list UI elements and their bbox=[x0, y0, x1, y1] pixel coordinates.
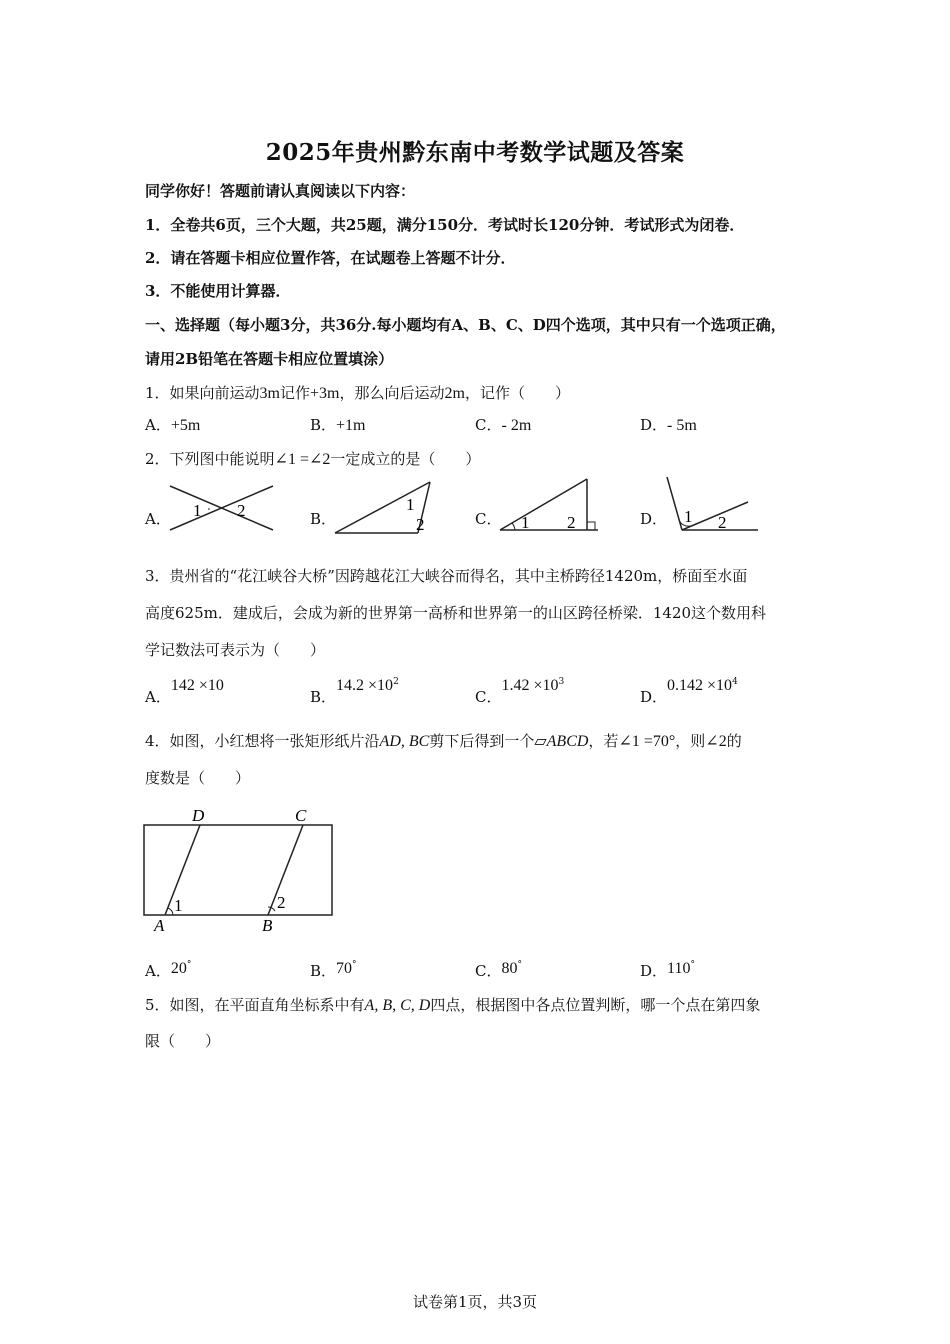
q2-option-d-label[interactable]: D． bbox=[640, 510, 668, 528]
q5-stem-line-2: 限（ ） bbox=[145, 1032, 221, 1050]
q5-stem-line-1 bbox=[145, 994, 760, 1015]
q2-condition: ∠1 =∠2 bbox=[274, 451, 331, 468]
svg-text:A: A bbox=[154, 916, 165, 935]
q1-text-pre: 1．如果向前运动 bbox=[145, 384, 260, 402]
q2-text-post: 一定成立的是（ ） bbox=[330, 450, 481, 468]
q4-text-end: 的 bbox=[726, 732, 742, 750]
q4-option-c[interactable]: C．80° bbox=[475, 960, 522, 980]
page-footer: 试卷第1页，共3页 bbox=[412, 1293, 538, 1311]
svg-text:2: 2 bbox=[718, 513, 727, 532]
q2-option-c-label[interactable]: C． bbox=[475, 510, 502, 528]
q1-math-3: 2m bbox=[444, 385, 465, 402]
svg-text:2: 2 bbox=[416, 515, 425, 534]
q3-stem-line-2: 高度625m．建成后，会成为新的世界第一高桥和世界第一的山区跨径桥梁．1420这个数用科 bbox=[145, 604, 767, 622]
q3-stem-line-1: 3．贵州省的“花江峡谷大桥”因跨越花江大峡谷而得名，其中主桥跨径1420m，桥面至水面 bbox=[145, 567, 748, 585]
q1-text-mid: 记作 bbox=[280, 384, 311, 402]
svg-text:B: B bbox=[262, 916, 273, 935]
q2-option-a-label[interactable]: A． bbox=[145, 510, 171, 528]
page-title: 2025年贵州黔东南中考数学试题及答案 bbox=[265, 139, 685, 166]
q4-option-b[interactable]: B．70° bbox=[310, 960, 357, 980]
svg-text:2: 2 bbox=[237, 501, 246, 520]
q1-option-a[interactable]: A．+5m bbox=[145, 416, 201, 434]
q4-cut-lines: AD, BC bbox=[379, 733, 430, 750]
q1-option-b[interactable]: B．+1m bbox=[310, 416, 366, 434]
q3-stem-line-3: 学记数法可表示为（ ） bbox=[145, 641, 326, 659]
q2-text-pre: 2．下列图中能说明 bbox=[145, 450, 275, 468]
q2-stem bbox=[145, 448, 480, 469]
q4-text-mid: 剪下后得到一个 bbox=[429, 732, 535, 750]
q1-math-2: +3m bbox=[310, 385, 340, 402]
q3-option-a[interactable]: A．142 ×10 bbox=[145, 677, 224, 706]
q4-stem-line-2: 度数是（ ） bbox=[145, 769, 251, 787]
svg-text:2: 2 bbox=[277, 893, 286, 912]
q4-parallelogram: ▱ABCD bbox=[534, 733, 589, 750]
intro-note-3: 3．不能使用计算器． bbox=[145, 282, 291, 300]
q1-option-c[interactable]: C．- 2m bbox=[475, 416, 532, 434]
svg-text:D: D bbox=[192, 806, 205, 825]
q3-option-d[interactable]: D．$0.142 \times 10^4$ bbox=[640, 677, 738, 706]
q4-condition: ∠1 =70° bbox=[618, 733, 676, 750]
q5-text-pre: 5．如图，在平面直角坐标系中有 bbox=[145, 996, 365, 1014]
intro-note-2: 2．请在答题卡相应位置作答，在试题卷上答题不计分． bbox=[145, 249, 516, 267]
q1-text-post: ，那么向后运动 bbox=[339, 384, 445, 402]
svg-text:1: 1 bbox=[193, 501, 202, 520]
section-1-heading-cont: 请用2B铅笔在答题卡相应位置填涂） bbox=[145, 350, 394, 368]
q4-figure bbox=[140, 803, 340, 938]
svg-text:1: 1 bbox=[174, 896, 183, 915]
q1-option-d[interactable]: D．- 5m bbox=[640, 416, 697, 434]
q1-math-1: 3m bbox=[259, 385, 280, 402]
intro-greeting: 同学你好！答题前请认真阅读以下内容： bbox=[145, 182, 416, 200]
q4-text-cond-post: ，则 bbox=[675, 732, 706, 750]
svg-text:C: C bbox=[295, 806, 307, 825]
q4-option-a[interactable]: A．20° bbox=[145, 960, 192, 980]
q5-text-post: 四点，根据图中各点位置判断，哪一个点在第四象 bbox=[430, 996, 761, 1014]
q3-option-c[interactable]: C．$1.42 \times 10^3$ bbox=[475, 677, 565, 706]
q2-figure-d bbox=[662, 474, 762, 536]
svg-text:1: 1 bbox=[406, 495, 415, 514]
q4-text-cond-pre: ，若 bbox=[588, 732, 619, 750]
svg-text:1: 1 bbox=[521, 513, 530, 532]
q2-figure-b bbox=[330, 478, 435, 540]
svg-text:1: 1 bbox=[684, 507, 693, 526]
q2-option-b-label[interactable]: B． bbox=[310, 510, 337, 528]
q4-option-d[interactable]: D．110° bbox=[640, 960, 695, 980]
q2-figure-c bbox=[495, 475, 600, 537]
q1-stem bbox=[145, 382, 570, 403]
q1-text-end: ，记作（ ） bbox=[464, 384, 570, 402]
intro-note-1: 1．全卷共6页，三个大题，共25题，满分150分．考试时长120分钟．考试形式为闭卷． bbox=[145, 216, 745, 234]
svg-text:2: 2 bbox=[567, 513, 576, 532]
q2-figure-a bbox=[165, 478, 280, 538]
q5-points: A, B, C, D bbox=[364, 997, 431, 1014]
q4-stem-line-1 bbox=[145, 730, 742, 751]
q4-text-pre: 4．如图，小红想将一张矩形纸片沿 bbox=[145, 732, 380, 750]
section-1-heading: 一、选择题（每小题3分，共36分.每小题均有A、B、C、D四个选项，其中只有一个选项正确， bbox=[145, 316, 786, 334]
q4-ask: ∠2 bbox=[705, 733, 727, 750]
q3-option-b[interactable]: B．$14.2 \times 10^2$ bbox=[310, 677, 399, 706]
